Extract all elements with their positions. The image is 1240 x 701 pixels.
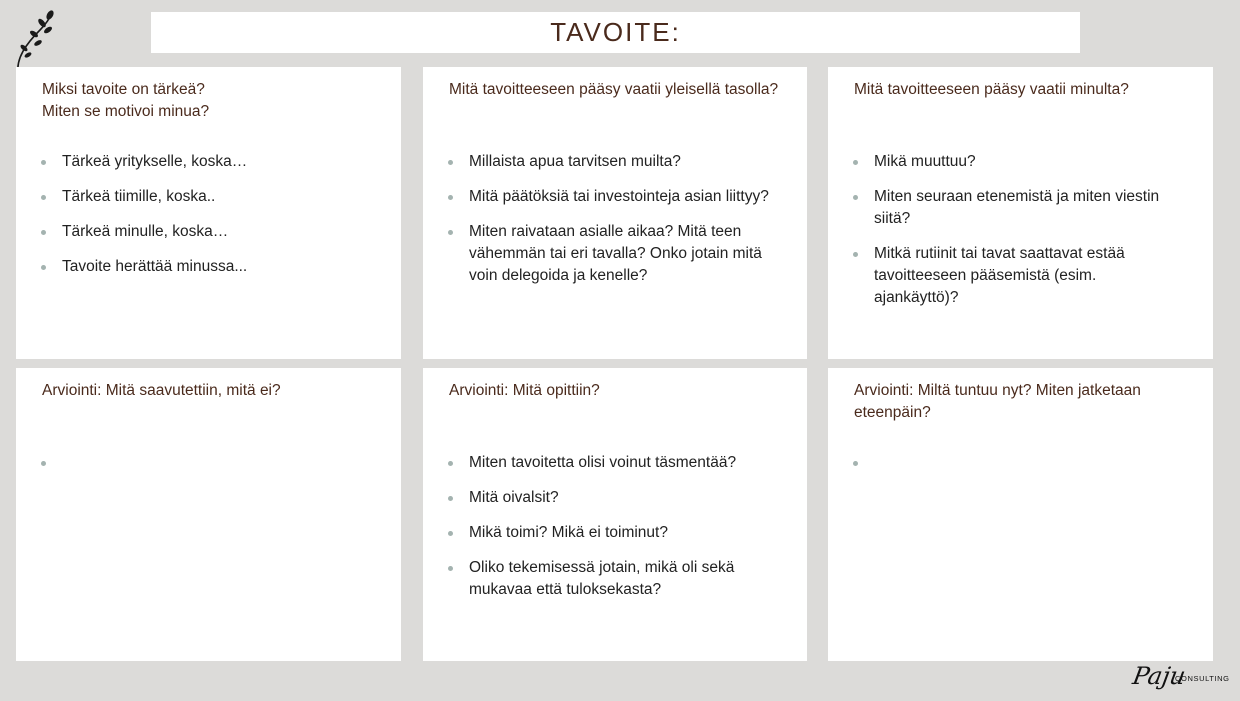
card-general-requirements <box>423 67 807 359</box>
bullet-item <box>39 452 371 474</box>
card-why-important <box>16 67 401 359</box>
card-evaluation-feelings <box>828 368 1213 661</box>
card-heading: Arviointi: Mitä saavutettiin, mitä ei? <box>42 382 281 399</box>
bullet-item: Mitä päätöksiä tai investointeja asian liittyy? <box>446 186 777 208</box>
card-heading: Miksi tavoite on tärkeä? Miten se motivoi minua? <box>42 81 210 120</box>
bullet-item: Tärkeä yritykselle, koska… <box>39 151 371 173</box>
paju-consulting-logo <box>1130 662 1233 698</box>
card-heading: Mitä tavoitteeseen pääsy vaatii minulta? <box>854 81 1129 98</box>
bullet-item <box>851 452 1183 474</box>
bullet-list <box>851 151 1183 322</box>
bullet-item: Millaista apua tarvitsen muilta? <box>446 151 777 173</box>
bullet-item: Tavoite herättää minussa... <box>39 256 371 278</box>
card-heading: Arviointi: Miltä tuntuu nyt? Miten jatketaan eteenpäin? <box>854 382 1141 421</box>
bullet-item: Mikä toimi? Mikä ei toiminut? <box>446 522 777 544</box>
logo-script: Paju <box>1130 662 1188 690</box>
page-title: TAVOITE: <box>550 17 681 47</box>
bullet-item: Tärkeä minulle, koska… <box>39 221 371 243</box>
bullet-item: Miten seuraan etenemistä ja miten viestin siitä? <box>851 186 1183 230</box>
bullet-list <box>39 151 371 291</box>
bullet-list <box>39 452 371 487</box>
card-evaluation-achieved <box>16 368 401 661</box>
card-heading: Mitä tavoitteeseen pääsy vaatii yleisellä tasolla? <box>449 81 779 98</box>
bullet-item: Mikä muuttuu? <box>851 151 1183 173</box>
bullet-item: Miten raivataan asialle aikaa? Mitä teen vähemmän tai eri tavalla? Onko jotain mitä voin delegoida ja kenelle? <box>446 221 777 287</box>
logo-wordmark: CONSULTING <box>1175 674 1230 683</box>
bullet-item: Mitä oivalsit? <box>446 487 777 509</box>
bullet-item: Mitkä rutiinit tai tavat saattavat estää tavoitteeseen pääsemistä (esim. ajankäyttö)? <box>851 243 1183 309</box>
bullet-list <box>446 452 777 614</box>
bullet-list <box>446 151 777 300</box>
card-heading: Arviointi: Mitä opittiin? <box>449 382 600 399</box>
bullet-item: Oliko tekemisessä jotain, mikä oli sekä mukavaa että tuloksekasta? <box>446 557 777 601</box>
bullet-item: Tärkeä tiimille, koska.. <box>39 186 371 208</box>
title-banner <box>151 12 1080 53</box>
card-personal-requirements <box>828 67 1213 359</box>
card-evaluation-learned <box>423 368 807 661</box>
bullet-list <box>851 452 1183 487</box>
bullet-item: Miten tavoitetta olisi voinut täsmentää? <box>446 452 777 474</box>
